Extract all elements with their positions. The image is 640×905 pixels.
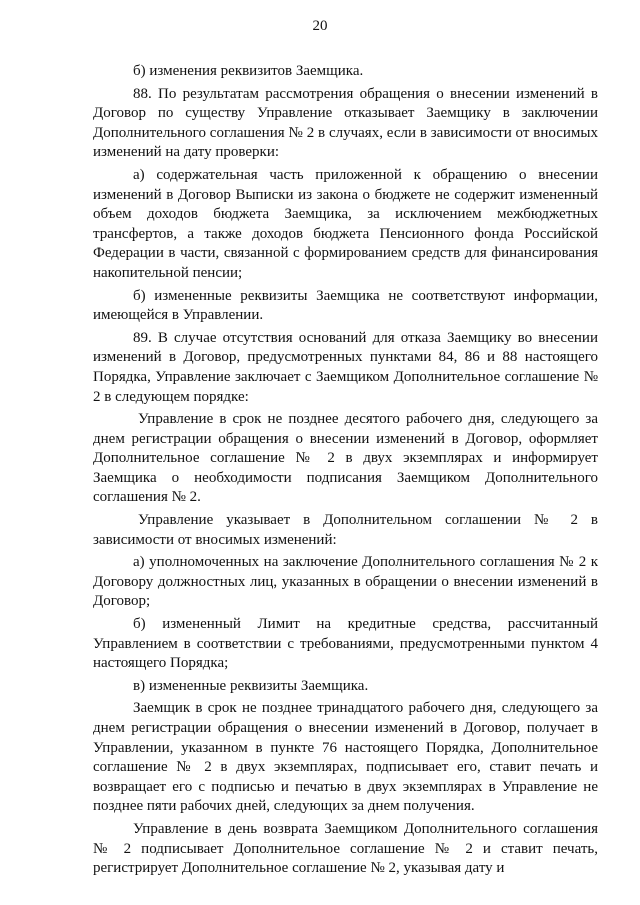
- paragraph-89: 89. В случае отсутствия оснований для отказа Заемщику во внесении изменений в Договор, предусмотренных пунктами 84, 86 и 88 настоящего Порядка, Управление заключает с Заемщиком Дополнительное соглашение № 2 в следующем порядке:: [93, 329, 598, 405]
- paragraph-89-deadline: Управление в срок не позднее десятого рабочего дня, следующего за днем регистрации обращения о внесении изменений в Договор, оформляет Дополнительное соглашение № 2 в двух экземплярах и информирует Заемщика о необходимости подписания Заемщиком Дополнительного соглашения № 2.: [93, 411, 598, 506]
- paragraph-registration: Управление в день возврата Заемщиком Дополнительного соглашения № 2 подписывает Дополнительное соглашение № 2 и ставит печать, регистрирует Дополнительное соглашение № 2, указывая дату и: [93, 820, 598, 877]
- document-body: [93, 62, 598, 882]
- paragraph-88-a: а) содержательная часть приложенной к обращению о внесении изменений в Договор Выписки из закона о бюджете не содержит измененный объем доходов бюджета Заемщика, за исключением межбюджетных трансфертов, а также доходов бюджета Пенсионного фонда Российской Федерации в части, связанной с формированием средств для финансирования накопительной пенсии;: [93, 166, 598, 281]
- paragraph-changes-details: б) изменения реквизитов Заемщика.: [133, 63, 364, 79]
- paragraph-89-contents: Управление указывает в Дополнительном соглашении № 2 в зависимости от вносимых изменений:: [93, 512, 598, 548]
- paragraph-88: 88. По результатам рассмотрения обращения о внесении изменений в Договор по существу Управление отказывает Заемщику в заключении Дополнительного соглашения № 2 в случаях, если в зависимости от вносимых изменений на дату проверки:: [93, 85, 598, 161]
- page-number: 20: [312, 18, 328, 34]
- paragraph-borrower-signing: Заемщик в срок не позднее тринадцатого рабочего дня, следующего за днем регистрации обращения о внесении изменений в Договор, получает в Управлении, указанном в пункте 76 настоящего Порядка, Дополнительное соглашение № 2 в двух экземплярах, подписывает его, ставит печать и возвращает его с подписью и печатью в двух экземплярах в Управление не позднее пяти рабочих дней, следующих за днем получения.: [93, 700, 598, 815]
- paragraph-89-c: в) измененные реквизиты Заемщика.: [133, 677, 369, 694]
- paragraph-89-a: а) уполномоченных на заключение Дополнительного соглашения № 2 к Договору должностных лиц, указанных в обращении о внесении изменений в Договор;: [93, 554, 598, 610]
- paragraph-89-b: б) измененный Лимит на кредитные средства, рассчитанный Управлением в соответствии с требованиями, предусмотренными пунктом 4 настоящего Порядка;: [93, 616, 598, 672]
- paragraph-88-b: б) измененные реквизиты Заемщика не соответствуют информации, имеющейся в Управлении.: [93, 287, 598, 324]
